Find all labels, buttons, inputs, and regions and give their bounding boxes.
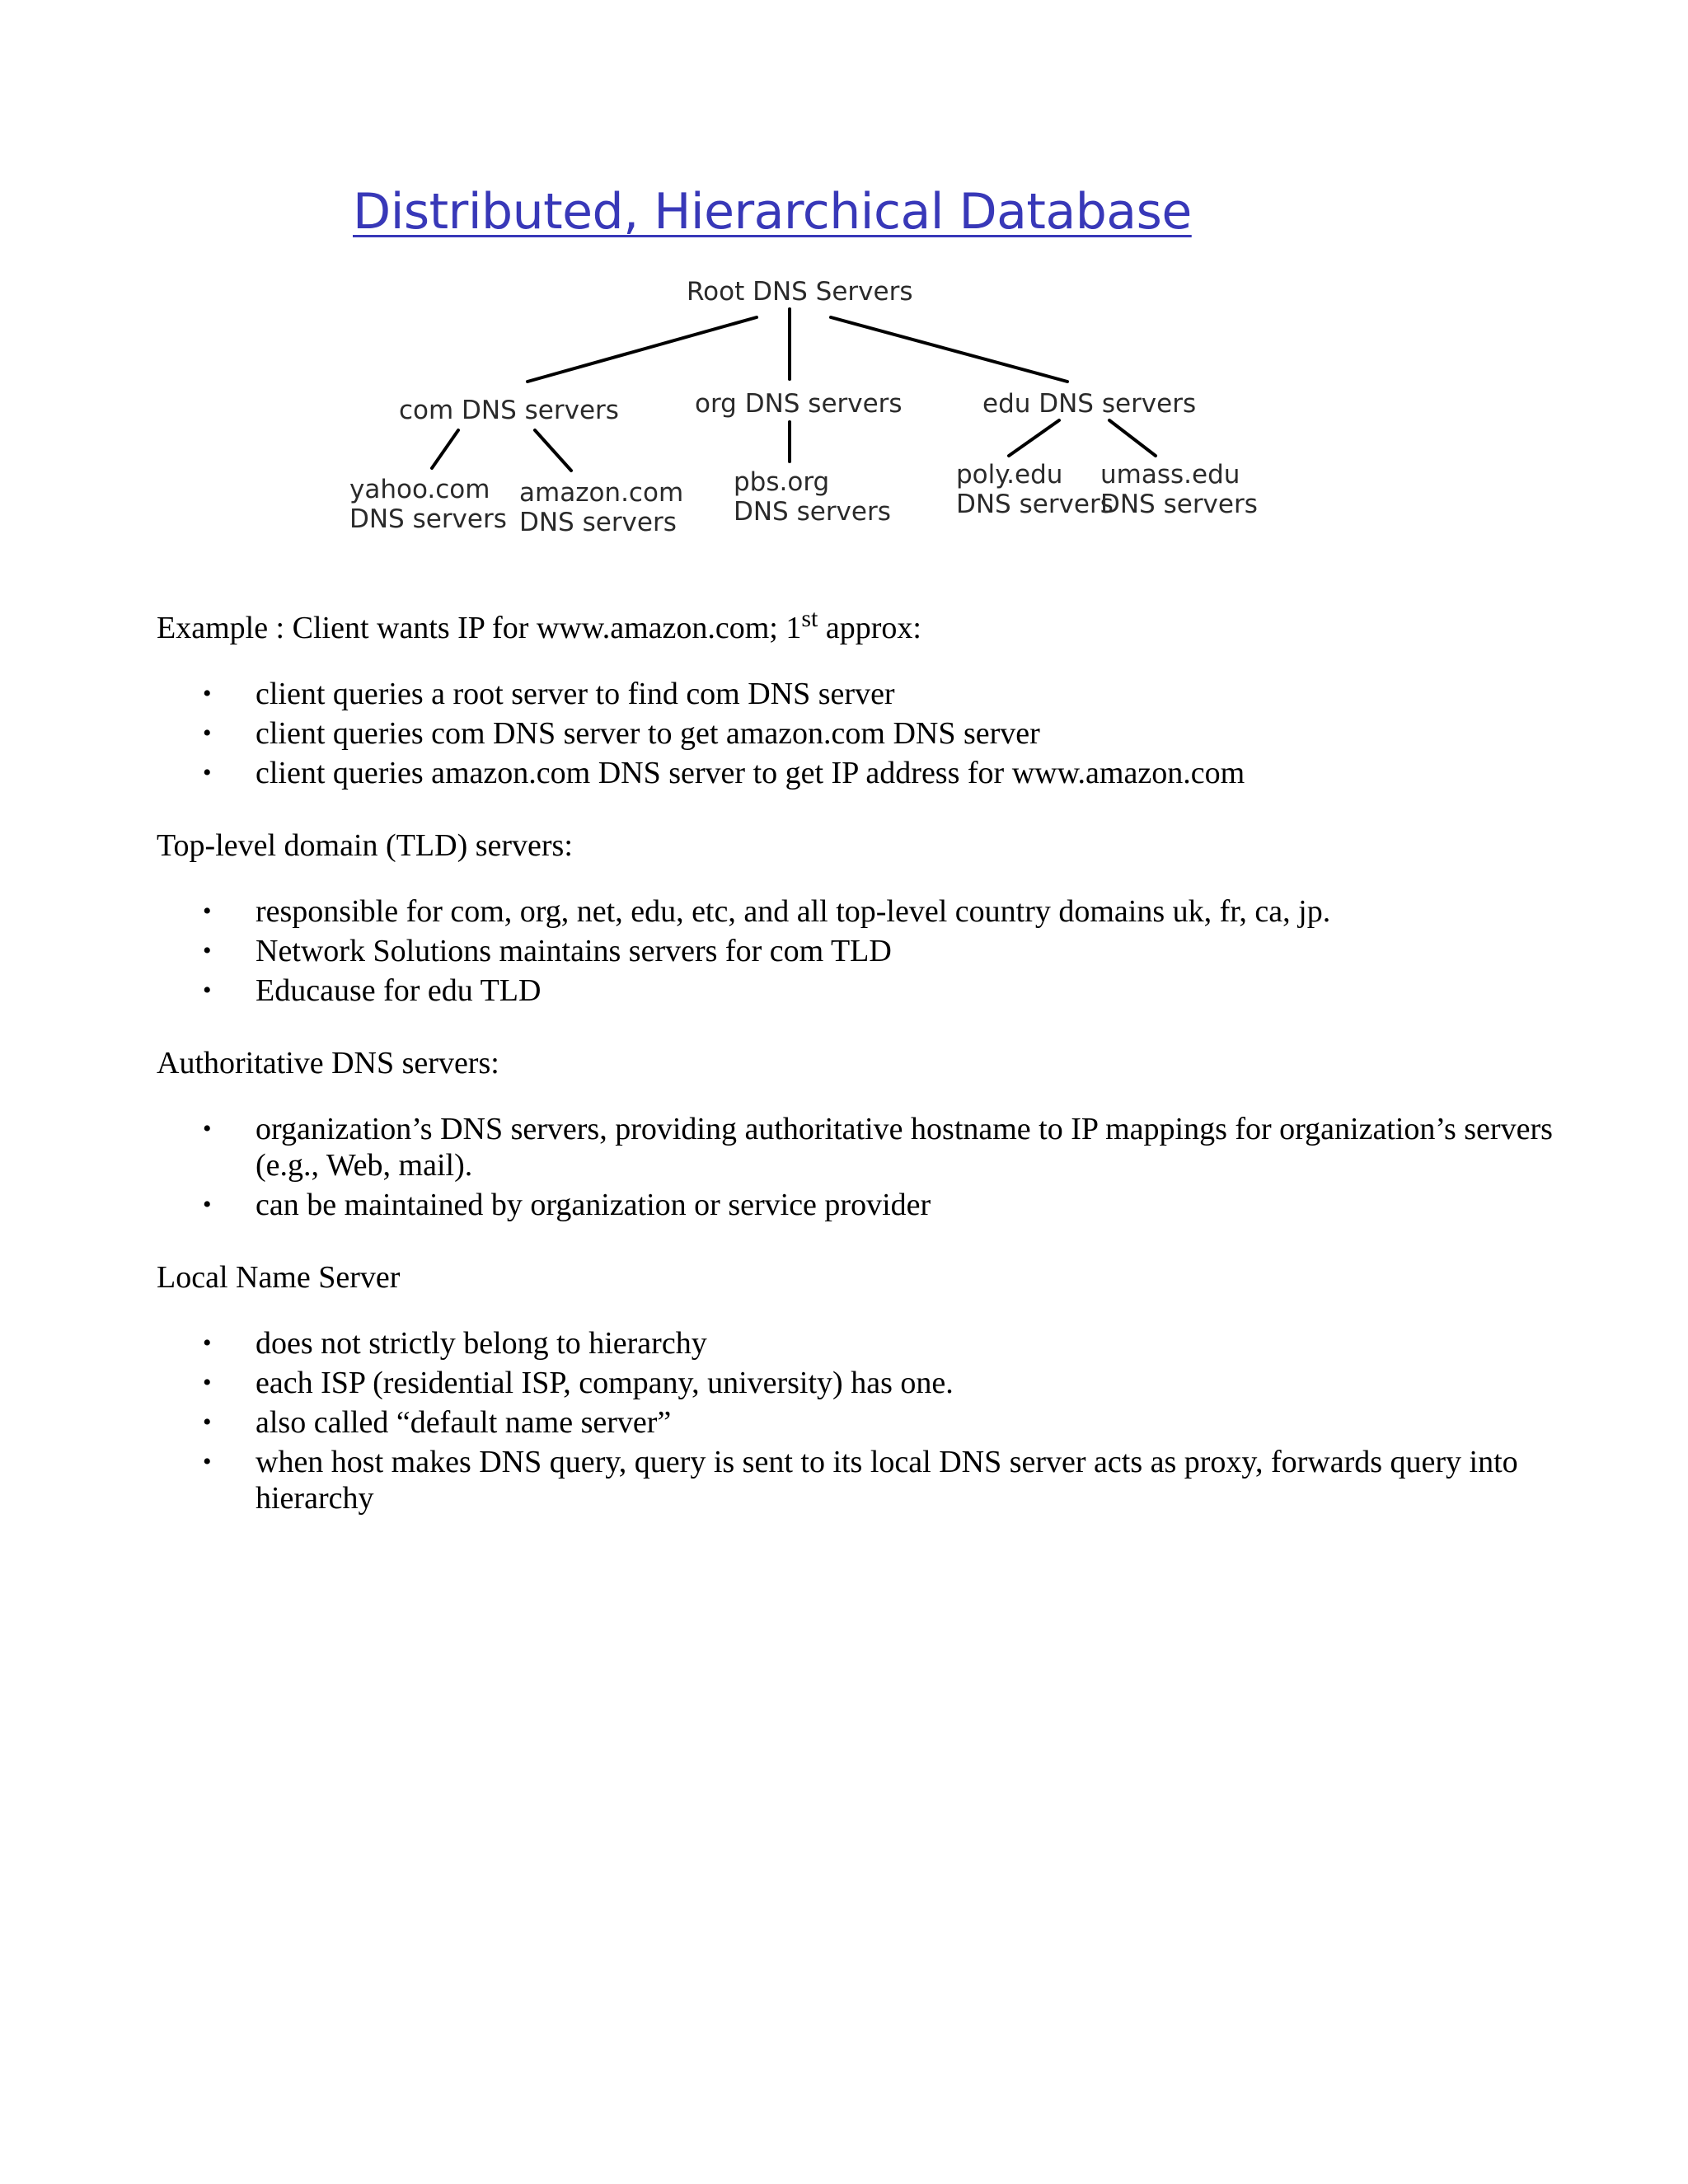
list-item-text: when host makes DNS query, query is sent to its local DNS server acts as proxy, forwards query into hierarchy	[256, 1445, 1518, 1516]
bullet-icon: •	[203, 719, 212, 747]
bullet-icon: •	[203, 1191, 212, 1218]
bullet-icon: •	[203, 1369, 212, 1396]
list-item	[157, 933, 1558, 969]
heading-text: Example : Client wants IP for www.amazon.com; 1	[157, 611, 802, 645]
list-item-text: can be maintained by organization or service provider	[256, 1188, 931, 1222]
node-root-dns: Root DNS Servers	[687, 277, 913, 307]
list-item-text: client queries com DNS server to get amazon.com DNS server	[256, 716, 1040, 751]
node-org-dns: org DNS servers	[695, 389, 903, 419]
section-heading-local: Local Name Server	[157, 1260, 401, 1295]
heading-text: approx:	[818, 611, 921, 645]
list-item-text: also called “default name server”	[256, 1405, 672, 1440]
list-item	[157, 715, 1558, 752]
page-title: Distributed, Hierarchical Database	[353, 183, 1192, 241]
edge-root-com	[528, 317, 757, 382]
bullet-icon: •	[203, 759, 212, 786]
bullet-list-local	[157, 1325, 1558, 1516]
node-umass	[1100, 460, 1258, 519]
bullet-icon: •	[203, 680, 212, 707]
bullet-icon: •	[203, 1408, 212, 1436]
edge-root-edu	[831, 317, 1067, 382]
dns-hierarchy-diagram	[0, 0, 1688, 577]
node-label: DNS servers	[1100, 490, 1258, 519]
bullet-icon: •	[203, 1448, 212, 1475]
section-heading-tld: Top-level domain (TLD) servers:	[157, 828, 573, 863]
list-item-text: organization’s DNS servers, providing authoritative hostname to IP mappings for organization’s servers (e.g., Web, mail).	[256, 1112, 1553, 1183]
section-heading-authoritative: Authoritative DNS servers:	[157, 1046, 499, 1080]
node-label: DNS servers	[956, 490, 1114, 519]
node-com-dns: com DNS servers	[399, 396, 619, 425]
list-item	[157, 972, 1558, 1009]
list-item-text: does not strictly belong to hierarchy	[256, 1326, 707, 1361]
node-label: pbs.org	[734, 467, 830, 497]
list-item	[157, 1325, 1558, 1361]
bullet-icon: •	[203, 1115, 212, 1142]
list-item	[157, 1444, 1558, 1516]
list-item-text: client queries amazon.com DNS server to get IP address for www.amazon.com	[256, 756, 1245, 790]
list-item-text: Network Solutions maintains servers for com TLD	[256, 934, 892, 968]
node-amazon	[519, 478, 683, 537]
list-item-text: client queries a root server to find com DNS server	[256, 677, 895, 711]
node-label: DNS servers	[349, 504, 507, 534]
node-pbs	[734, 467, 891, 527]
node-yahoo	[349, 475, 507, 534]
node-edu-dns: edu DNS servers	[982, 389, 1197, 419]
bullet-icon: •	[203, 937, 212, 964]
node-label: poly.edu	[956, 460, 1063, 490]
edge-com-yahoo	[432, 430, 458, 468]
node-poly	[956, 460, 1114, 519]
edge-edu-umass	[1109, 420, 1156, 456]
list-item	[157, 1404, 1558, 1441]
list-item	[157, 676, 1558, 712]
bullet-icon: •	[203, 977, 212, 1004]
document-body	[157, 605, 1558, 1553]
bullet-icon: •	[203, 898, 212, 925]
list-item-text: Educause for edu TLD	[256, 973, 542, 1008]
node-label: umass.edu	[1100, 460, 1240, 490]
node-label: DNS servers	[734, 497, 891, 527]
bullet-icon: •	[203, 1329, 212, 1357]
list-item	[157, 1365, 1558, 1401]
bullet-list-example	[157, 676, 1558, 791]
list-item	[157, 755, 1558, 791]
bullet-list-tld	[157, 893, 1558, 1009]
list-item	[157, 1187, 1558, 1223]
heading-superscript: st	[801, 605, 818, 632]
node-label: yahoo.com	[349, 475, 490, 504]
list-item	[157, 893, 1558, 930]
list-item-text: responsible for com, org, net, edu, etc, and all top-level country domains uk, fr, ca, jp.	[256, 894, 1331, 929]
section-heading-example	[157, 605, 1558, 646]
node-label: amazon.com	[519, 478, 684, 508]
node-label: DNS servers	[519, 508, 677, 537]
list-item	[157, 1111, 1558, 1183]
bullet-list-authoritative	[157, 1111, 1558, 1223]
edge-edu-poly	[1009, 420, 1059, 456]
list-item-text: each ISP (residential ISP, company, university) has one.	[256, 1366, 954, 1400]
edge-com-amazon	[535, 430, 571, 471]
